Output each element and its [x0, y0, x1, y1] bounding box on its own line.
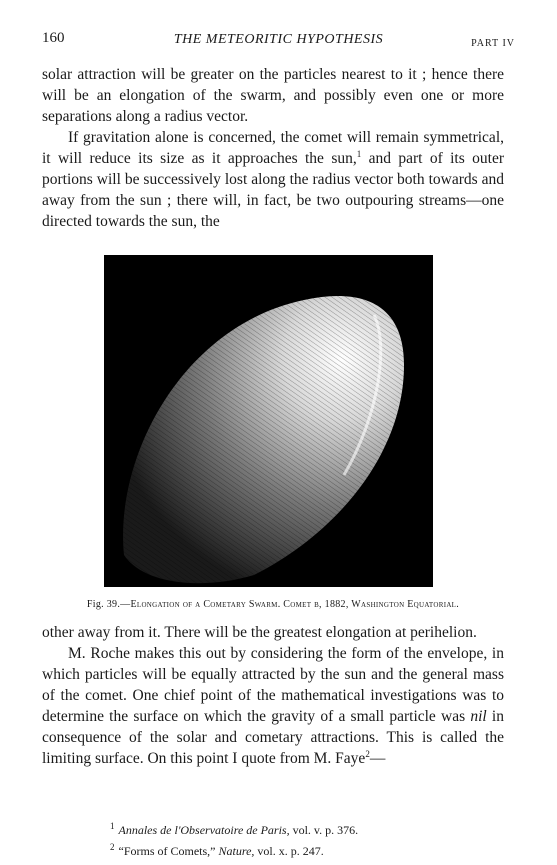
- figure-caption: [42, 599, 504, 610]
- paragraph-text: and part of its outer portions will be successively lost along the radius vector both towards and away from the sun ; there will, in fact, be two outpouring streams—one directed towards the sun, the: [42, 150, 504, 230]
- comet-figure: [104, 255, 433, 587]
- footnote-mark: 2: [110, 842, 115, 852]
- running-title: THE METEORITIC HYPOTHESIS: [173, 32, 384, 47]
- paragraph-text: —: [369, 750, 386, 767]
- footnote-mark: 1: [110, 821, 115, 831]
- caption-number: Fig. 39.—: [86, 599, 131, 610]
- comet-illustration: [104, 255, 433, 587]
- paragraph-text: If gravitation alone is concerned, the comet will remain symmetrical, it will reduce its size as it approaches the sun,: [42, 129, 504, 167]
- footnote-text: vol. v. p. 376.: [289, 823, 359, 837]
- footnote-italic: Annales de l'Observatoire de Paris,: [118, 823, 290, 837]
- footnote-italic: Nature,: [218, 844, 255, 858]
- page-header: [42, 30, 515, 54]
- paragraph: solar attraction will be greater on the particles nearest to it ; hence there will be an elongation of the swarm, and possibly even one or more separations along a radius vector.: [42, 66, 504, 125]
- part-label: PART IV: [471, 38, 515, 49]
- body-text-bottom: [42, 622, 504, 769]
- paragraph: [42, 643, 504, 769]
- paragraph: other away from it. There will be the greatest elongation at perihelion.: [42, 624, 477, 641]
- footnote-text: vol. x. p. 247.: [254, 844, 324, 858]
- footnotes: [110, 818, 510, 860]
- footnote: [110, 839, 510, 860]
- paragraph: [42, 127, 504, 232]
- paragraph-text: M. Roche makes this out by considering the form of the envelope, in which particles will be equally attracted by the sun and the general mass of the comet. One chief point of the mathematical investigations was to determine the surface on which the gravity of a small particle was: [42, 645, 504, 725]
- footnote-ref: 2: [365, 748, 370, 759]
- footnote: [110, 818, 510, 839]
- page-number: 160: [42, 30, 65, 46]
- paragraph-text: in consequence of the solar and cometary attractions. This is called the limiting surface. On this point I quote from M. Faye: [42, 708, 504, 767]
- footnote-ref: 1: [356, 148, 362, 159]
- caption-text: Elongation of a Cometary Swarm. Comet b, 1882, Washington Equatorial.: [130, 599, 460, 610]
- body-text-top: [42, 64, 504, 232]
- italic-word: nil: [470, 708, 487, 725]
- footnote-text: “Forms of Comets,”: [118, 844, 219, 858]
